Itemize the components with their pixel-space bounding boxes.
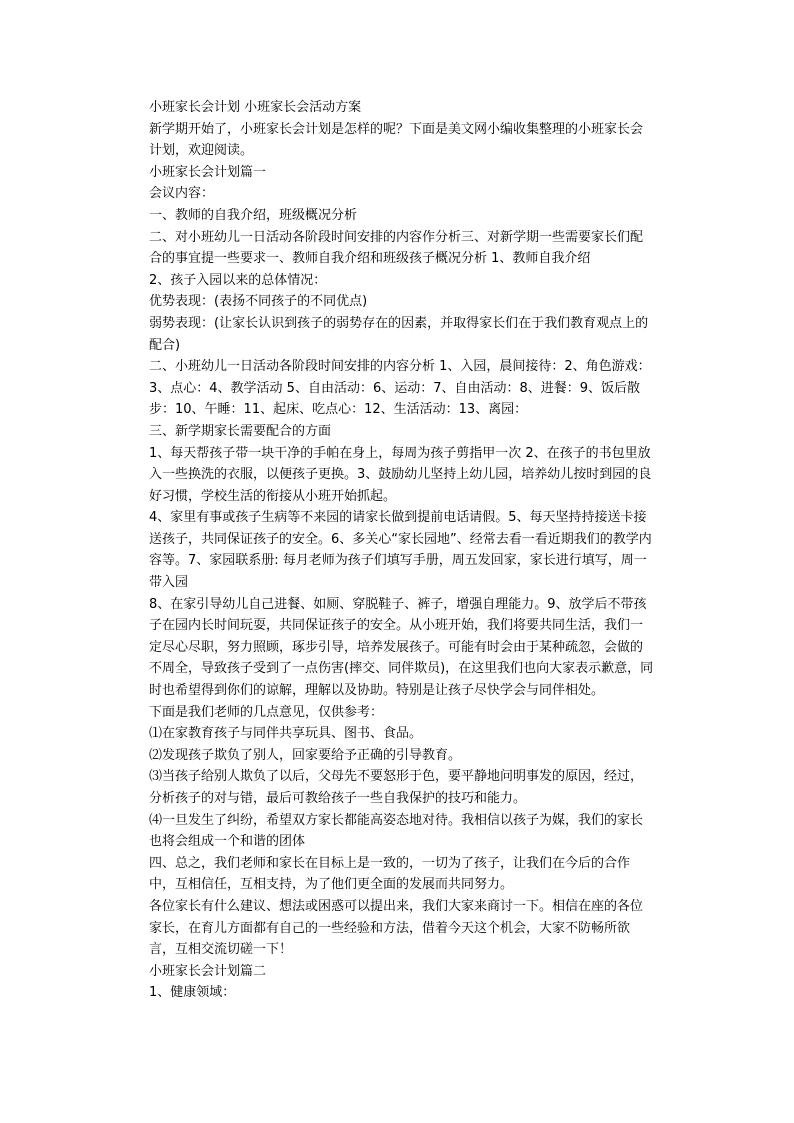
summary-paragraph: 四、总之，我们老师和家长在目标上是一致的，一切为了孩子，让我们在今后的合作中，互相信任，互相支持，为了他们更全面的发展而共同努力。 [149, 855, 631, 893]
strengths: 优势表现：(表扬不同孩子的不同优点) [149, 294, 368, 310]
suggestion-2: ⑵发现孩子欺负了别人，回家要给予正确的引导教育。 [149, 747, 462, 763]
agenda-item-one: 一、教师的自我介绍，班级概况分析 [149, 207, 358, 223]
teacher-suggestions-heading: 下面是我们老师的几点意见，仅供参考： [149, 704, 384, 720]
section-heading-part-one: 小班家长会计划篇一 [149, 164, 267, 180]
cooperation-items-4-7: 4、家里有事或孩子生病等不来园的请家长做到提前电话请假。5、每天坚持持接送卡接送孩子，共同保证孩子的安全。6、多关心“家长园地”、经常去看一看近期我们的教学内容等。7、家园联系册: 每月老师为孩子们填写手册，周五发回家，家长进行填写，周一带入园 [149, 510, 652, 591]
daily-schedule-analysis: 二、小班幼儿一日活动各阶段时间安排的内容分析 1、入园，晨间接待：2、角色游戏：3、点心：4、教学活动 5、自由活动：6、运动：7、自由活动：8、进餐：9、饭后散步：10、午睡：11、起床、吃点心：12、生活活动：13、离园： [149, 359, 651, 418]
cooperation-items-1-3: 1、每天帮孩子带一块干净的手帕在身上，每周为孩子剪指甲一次 2、在孩子的书包里放入一些换洗的衣服，以便孩子更换。3、鼓励幼儿坚持上幼儿园，培养幼儿按时到园的良好习惯，学校生活的衔接从小班开始抓起。 [149, 445, 652, 504]
intro-paragraph: 新学期开始了，小班家长会计划是怎样的呢？下面是美文网小编收集整理的小班家长会计划，欢迎阅读。 [149, 121, 644, 159]
cooperation-items-8-9: 8、在家引导幼儿自己进餐、如厕、穿脱鞋子、裤子，增强自理能力。9、放学后不带孩子在园内长时间玩耍，共同保证孩子的安全。从小班开始，我们将要共同生活，我们一定尽心尽职，努力照顾，琢步引导，培养发展孩子。可能有时会由于某种疏忽，会做的不周全，导致孩子受到了一点伤害(摔交、同伴欺员)，在这里我们也向大家表示歉意，同时也希望得到你们的谅解，理解以及协助。特别是让孩子尽快学会与同伴相处。 [149, 596, 654, 699]
document-body [149, 97, 654, 1004]
closing-paragraph: 各位家长有什么建议、想法或困惑可以提出来，我们大家来商讨一下。相信在座的各位家长，在育儿方面都有自己的一些经验和方法，借着今天这个机会，大家不防畅所欲言，互相交流切磋一下！ [149, 898, 644, 958]
meeting-content-label: 会议内容： [149, 186, 215, 202]
section-heading-part-two: 小班家长会计划篇二 [149, 963, 267, 979]
health-domain-heading: 1、健康领域： [149, 985, 236, 1001]
overall-situation: 2、孩子入园以来的总体情况： [149, 272, 327, 288]
agenda-item-two: 二、对小班幼儿一日活动各阶段时间安排的内容作分析三、对新学期一些需要家长们配合的事宜提一些要求一、教师自我介绍和班级孩子概况分析 1、教师自我介绍 [149, 229, 644, 267]
suggestion-4: ⑷一旦发生了纠纷，希望双方家长都能高姿态地对待。我相信以孩子为媒，我们的家长也将会组成一个和谐的团体 [149, 812, 644, 850]
document-title: 小班家长会计划 小班家长会活动方案 [149, 100, 362, 115]
suggestion-3: ⑶当孩子给别人欺负了以后，父母先不要怒形于色，要平静地问明事发的原因，经过，分析孩子的对与错，最后可教给孩子一些自我保护的技巧和能力。 [149, 769, 644, 806]
parent-cooperation-heading: 三、新学期家长需要配合的方面 [149, 423, 332, 439]
weaknesses: 弱势表现：(让家长认识到孩子的弱势存在的因素，并取得家长们在于我们教育观点上的配合) [149, 315, 649, 353]
suggestion-1: ⑴在家教育孩子与同伴共享玩具、图书、食品。 [149, 726, 423, 742]
